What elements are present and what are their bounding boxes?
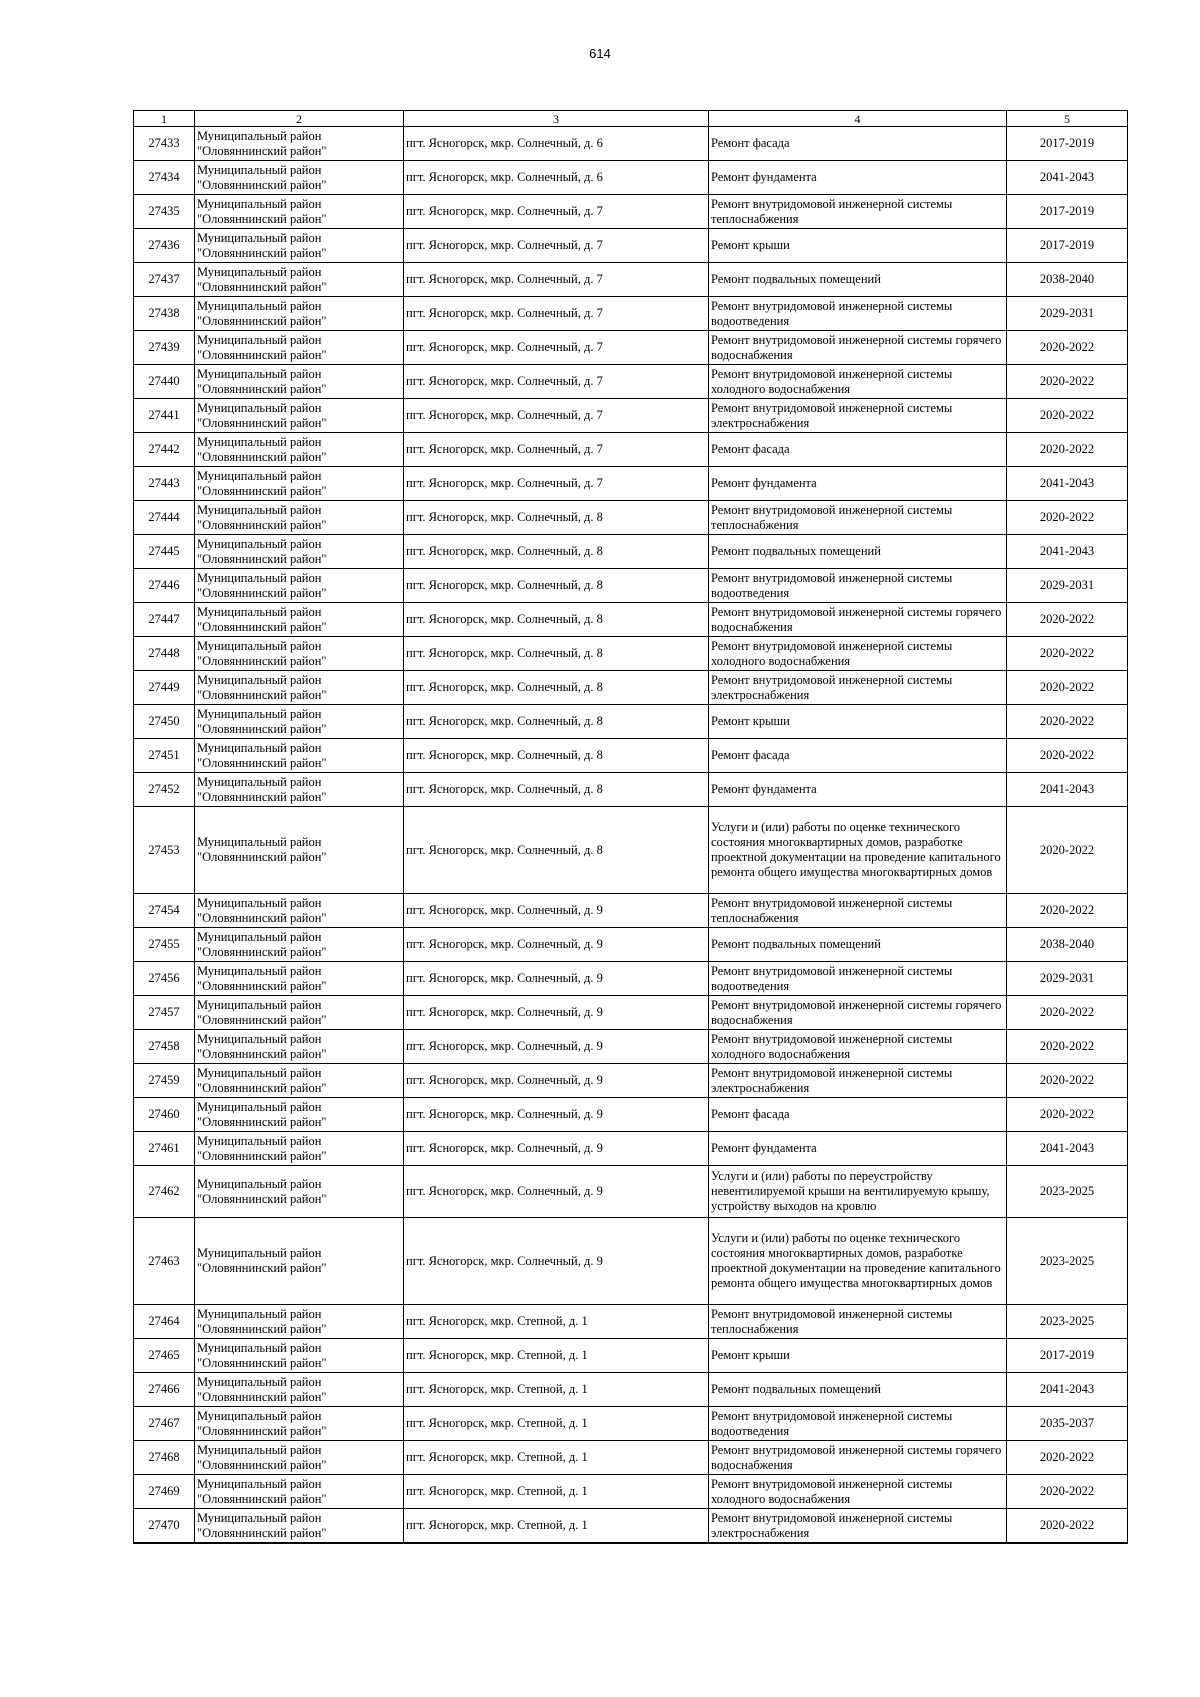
work-type-cell: Ремонт внутридомовой инженерной системы электроснабжения — [709, 1509, 1007, 1544]
period-cell: 2029-2031 — [1007, 297, 1128, 331]
address-cell: пгт. Ясногорск, мкр. Солнечный, д. 7 — [404, 467, 709, 501]
work-type-cell: Ремонт внутридомовой инженерной системы горячего водоснабжения — [709, 603, 1007, 637]
work-type-cell: Услуги и (или) работы по оценке технического состояния многоквартирных домов, разработке проектной документации на проведение капитального ремонта общего имущества многоквартирных домов — [709, 807, 1007, 894]
municipality-cell: Муниципальный район "Оловяннинский район" — [195, 467, 404, 501]
municipality-cell: Муниципальный район "Оловяннинский район" — [195, 399, 404, 433]
row-number-cell: 27458 — [134, 1030, 195, 1064]
period-cell: 2020-2022 — [1007, 637, 1128, 671]
municipality-cell: Муниципальный район "Оловяннинский район" — [195, 962, 404, 996]
address-cell: пгт. Ясногорск, мкр. Солнечный, д. 7 — [404, 365, 709, 399]
row-number-cell: 27464 — [134, 1305, 195, 1339]
address-cell: пгт. Ясногорск, мкр. Солнечный, д. 7 — [404, 229, 709, 263]
address-cell: пгт. Ясногорск, мкр. Солнечный, д. 8 — [404, 773, 709, 807]
period-cell: 2020-2022 — [1007, 501, 1128, 535]
municipality-cell: Муниципальный район "Оловяннинский район" — [195, 1373, 404, 1407]
work-type-cell: Ремонт крыши — [709, 229, 1007, 263]
row-number-cell: 27451 — [134, 739, 195, 773]
period-cell: 2020-2022 — [1007, 1509, 1128, 1544]
table-row — [134, 161, 1128, 195]
municipality-cell: Муниципальный район "Оловяннинский район" — [195, 1098, 404, 1132]
work-type-cell: Ремонт фундамента — [709, 161, 1007, 195]
address-cell: пгт. Ясногорск, мкр. Солнечный, д. 7 — [404, 297, 709, 331]
table-row — [134, 1030, 1128, 1064]
work-type-cell: Ремонт внутридомовой инженерной системы холодного водоснабжения — [709, 1030, 1007, 1064]
work-type-cell: Ремонт фасада — [709, 127, 1007, 161]
table-row — [134, 229, 1128, 263]
address-cell: пгт. Ясногорск, мкр. Степной, д. 1 — [404, 1373, 709, 1407]
row-number-cell: 27436 — [134, 229, 195, 263]
period-cell: 2041-2043 — [1007, 467, 1128, 501]
table-row — [134, 535, 1128, 569]
address-cell: пгт. Ясногорск, мкр. Солнечный, д. 6 — [404, 161, 709, 195]
table-row — [134, 671, 1128, 705]
address-cell: пгт. Ясногорск, мкр. Солнечный, д. 7 — [404, 399, 709, 433]
address-cell: пгт. Ясногорск, мкр. Солнечный, д. 7 — [404, 263, 709, 297]
address-cell: пгт. Ясногорск, мкр. Солнечный, д. 7 — [404, 195, 709, 229]
municipality-cell: Муниципальный район "Оловяннинский район" — [195, 671, 404, 705]
row-number-cell: 27467 — [134, 1407, 195, 1441]
table-row — [134, 1339, 1128, 1373]
address-cell: пгт. Ясногорск, мкр. Солнечный, д. 9 — [404, 1166, 709, 1218]
municipality-cell: Муниципальный район "Оловяннинский район" — [195, 365, 404, 399]
period-cell: 2020-2022 — [1007, 1030, 1128, 1064]
table-body — [134, 127, 1128, 1544]
work-type-cell: Ремонт внутридомовой инженерной системы горячего водоснабжения — [709, 331, 1007, 365]
work-type-cell: Ремонт крыши — [709, 705, 1007, 739]
municipality-cell: Муниципальный район "Оловяннинский район" — [195, 1339, 404, 1373]
work-type-cell: Ремонт внутридомовой инженерной системы холодного водоснабжения — [709, 637, 1007, 671]
row-number-cell: 27459 — [134, 1064, 195, 1098]
period-cell: 2029-2031 — [1007, 962, 1128, 996]
address-cell: пгт. Ясногорск, мкр. Солнечный, д. 8 — [404, 739, 709, 773]
municipality-cell: Муниципальный район "Оловяннинский район" — [195, 637, 404, 671]
table-row — [134, 705, 1128, 739]
municipality-cell: Муниципальный район "Оловяннинский район" — [195, 928, 404, 962]
work-type-cell: Ремонт внутридомовой инженерной системы холодного водоснабжения — [709, 1475, 1007, 1509]
table-row — [134, 1064, 1128, 1098]
municipality-cell: Муниципальный район "Оловяннинский район" — [195, 996, 404, 1030]
address-cell: пгт. Ясногорск, мкр. Солнечный, д. 9 — [404, 894, 709, 928]
table-row — [134, 603, 1128, 637]
period-cell: 2020-2022 — [1007, 996, 1128, 1030]
work-type-cell: Ремонт внутридомовой инженерной системы теплоснабжения — [709, 1305, 1007, 1339]
address-cell: пгт. Ясногорск, мкр. Солнечный, д. 9 — [404, 1030, 709, 1064]
row-number-cell: 27443 — [134, 467, 195, 501]
row-number-cell: 27441 — [134, 399, 195, 433]
column-header: 1 — [134, 111, 195, 127]
row-number-cell: 27442 — [134, 433, 195, 467]
municipality-cell: Муниципальный район "Оловяннинский район" — [195, 1305, 404, 1339]
work-type-cell: Ремонт внутридомовой инженерной системы теплоснабжения — [709, 894, 1007, 928]
address-cell: пгт. Ясногорск, мкр. Солнечный, д. 7 — [404, 331, 709, 365]
municipality-cell: Муниципальный район "Оловяннинский район" — [195, 894, 404, 928]
municipality-cell: Муниципальный район "Оловяннинский район" — [195, 1407, 404, 1441]
period-cell: 2020-2022 — [1007, 739, 1128, 773]
municipality-cell: Муниципальный район "Оловяннинский район" — [195, 603, 404, 637]
address-cell: пгт. Ясногорск, мкр. Солнечный, д. 8 — [404, 671, 709, 705]
address-cell: пгт. Ясногорск, мкр. Солнечный, д. 8 — [404, 603, 709, 637]
work-type-cell: Ремонт внутридомовой инженерной системы горячего водоснабжения — [709, 996, 1007, 1030]
period-cell: 2020-2022 — [1007, 807, 1128, 894]
address-cell: пгт. Ясногорск, мкр. Степной, д. 1 — [404, 1407, 709, 1441]
work-type-cell: Ремонт внутридомовой инженерной системы теплоснабжения — [709, 195, 1007, 229]
work-type-cell: Ремонт крыши — [709, 1339, 1007, 1373]
page-number: 614 — [589, 46, 611, 61]
row-number-cell: 27463 — [134, 1218, 195, 1305]
work-type-cell: Ремонт фасада — [709, 1098, 1007, 1132]
period-cell: 2020-2022 — [1007, 365, 1128, 399]
address-cell: пгт. Ясногорск, мкр. Солнечный, д. 8 — [404, 569, 709, 603]
address-cell: пгт. Ясногорск, мкр. Солнечный, д. 8 — [404, 637, 709, 671]
row-number-cell: 27446 — [134, 569, 195, 603]
work-type-cell: Услуги и (или) работы по переустройству невентилируемой крыши на вентилируемую крышу, устройству выходов на кровлю — [709, 1166, 1007, 1218]
period-cell: 2041-2043 — [1007, 161, 1128, 195]
municipality-cell: Муниципальный район "Оловяннинский район" — [195, 263, 404, 297]
column-header: 4 — [709, 111, 1007, 127]
municipality-cell: Муниципальный район "Оловяннинский район" — [195, 1475, 404, 1509]
municipality-cell: Муниципальный район "Оловяннинский район" — [195, 1509, 404, 1544]
municipality-cell: Муниципальный район "Оловяннинский район" — [195, 127, 404, 161]
period-cell: 2020-2022 — [1007, 1098, 1128, 1132]
row-number-cell: 27460 — [134, 1098, 195, 1132]
municipality-cell: Муниципальный район "Оловяннинский район" — [195, 535, 404, 569]
municipality-cell: Муниципальный район "Оловяннинский район" — [195, 705, 404, 739]
row-number-cell: 27438 — [134, 297, 195, 331]
table-row — [134, 894, 1128, 928]
municipality-cell: Муниципальный район "Оловяннинский район" — [195, 1218, 404, 1305]
table-row — [134, 1509, 1128, 1544]
table-row — [134, 467, 1128, 501]
work-type-cell: Ремонт внутридомовой инженерной системы электроснабжения — [709, 399, 1007, 433]
period-cell: 2038-2040 — [1007, 928, 1128, 962]
municipality-cell: Муниципальный район "Оловяннинский район" — [195, 297, 404, 331]
address-cell: пгт. Ясногорск, мкр. Степной, д. 1 — [404, 1509, 709, 1544]
table-row — [134, 1373, 1128, 1407]
address-cell: пгт. Ясногорск, мкр. Солнечный, д. 8 — [404, 535, 709, 569]
table-row — [134, 1305, 1128, 1339]
table-row — [134, 127, 1128, 161]
row-number-cell: 27453 — [134, 807, 195, 894]
work-type-cell: Ремонт подвальных помещений — [709, 928, 1007, 962]
row-number-cell: 27449 — [134, 671, 195, 705]
table-row — [134, 1407, 1128, 1441]
period-cell: 2020-2022 — [1007, 1064, 1128, 1098]
work-type-cell: Ремонт внутридомовой инженерной системы водоотведения — [709, 1407, 1007, 1441]
address-cell: пгт. Ясногорск, мкр. Солнечный, д. 9 — [404, 1098, 709, 1132]
row-number-cell: 27440 — [134, 365, 195, 399]
municipality-cell: Муниципальный район "Оловяннинский район" — [195, 739, 404, 773]
address-cell: пгт. Ясногорск, мкр. Солнечный, д. 8 — [404, 807, 709, 894]
row-number-cell: 27447 — [134, 603, 195, 637]
municipality-cell: Муниципальный район "Оловяннинский район" — [195, 773, 404, 807]
work-type-cell: Ремонт внутридомовой инженерной системы водоотведения — [709, 962, 1007, 996]
address-cell: пгт. Ясногорск, мкр. Солнечный, д. 9 — [404, 1064, 709, 1098]
row-number-cell: 27456 — [134, 962, 195, 996]
table-row — [134, 773, 1128, 807]
municipality-cell: Муниципальный район "Оловяннинский район" — [195, 229, 404, 263]
address-cell: пгт. Ясногорск, мкр. Солнечный, д. 7 — [404, 433, 709, 467]
period-cell: 2041-2043 — [1007, 1132, 1128, 1166]
column-header: 3 — [404, 111, 709, 127]
work-type-cell: Ремонт фундамента — [709, 1132, 1007, 1166]
work-type-cell: Ремонт подвальных помещений — [709, 535, 1007, 569]
row-number-cell: 27461 — [134, 1132, 195, 1166]
period-cell: 2029-2031 — [1007, 569, 1128, 603]
row-number-cell: 27452 — [134, 773, 195, 807]
row-number-cell: 27465 — [134, 1339, 195, 1373]
address-cell: пгт. Ясногорск, мкр. Степной, д. 1 — [404, 1475, 709, 1509]
period-cell: 2023-2025 — [1007, 1166, 1128, 1218]
work-type-cell: Ремонт фасада — [709, 433, 1007, 467]
row-number-cell: 27457 — [134, 996, 195, 1030]
work-type-cell: Ремонт внутридомовой инженерной системы электроснабжения — [709, 1064, 1007, 1098]
row-number-cell: 27448 — [134, 637, 195, 671]
work-type-cell: Ремонт подвальных помещений — [709, 263, 1007, 297]
period-cell: 2017-2019 — [1007, 195, 1128, 229]
row-number-cell: 27450 — [134, 705, 195, 739]
row-number-cell: 27454 — [134, 894, 195, 928]
table-row — [134, 637, 1128, 671]
column-header: 5 — [1007, 111, 1128, 127]
row-number-cell: 27462 — [134, 1166, 195, 1218]
table-row — [134, 1166, 1128, 1218]
period-cell: 2020-2022 — [1007, 705, 1128, 739]
municipality-cell: Муниципальный район "Оловяннинский район" — [195, 569, 404, 603]
work-type-cell: Ремонт внутридомовой инженерной системы электроснабжения — [709, 671, 1007, 705]
period-cell: 2020-2022 — [1007, 331, 1128, 365]
address-cell: пгт. Ясногорск, мкр. Солнечный, д. 8 — [404, 501, 709, 535]
row-number-cell: 27435 — [134, 195, 195, 229]
column-number-row — [134, 111, 1128, 127]
period-cell: 2038-2040 — [1007, 263, 1128, 297]
table-row — [134, 1132, 1128, 1166]
table-row — [134, 263, 1128, 297]
municipality-cell: Муниципальный район "Оловяннинский район" — [195, 1132, 404, 1166]
municipality-cell: Муниципальный район "Оловяннинский район" — [195, 195, 404, 229]
row-number-cell: 27444 — [134, 501, 195, 535]
table-row — [134, 739, 1128, 773]
municipality-cell: Муниципальный район "Оловяннинский район" — [195, 1166, 404, 1218]
work-type-cell: Ремонт внутридомовой инженерной системы теплоснабжения — [709, 501, 1007, 535]
row-number-cell: 27433 — [134, 127, 195, 161]
period-cell: 2020-2022 — [1007, 894, 1128, 928]
row-number-cell: 27455 — [134, 928, 195, 962]
period-cell: 2041-2043 — [1007, 773, 1128, 807]
period-cell: 2017-2019 — [1007, 1339, 1128, 1373]
period-cell: 2041-2043 — [1007, 1373, 1128, 1407]
period-cell: 2023-2025 — [1007, 1218, 1128, 1305]
table-row — [134, 331, 1128, 365]
municipality-cell: Муниципальный район "Оловяннинский район" — [195, 501, 404, 535]
table-row — [134, 195, 1128, 229]
address-cell: пгт. Ясногорск, мкр. Солнечный, д. 8 — [404, 705, 709, 739]
work-type-cell: Услуги и (или) работы по оценке технического состояния многоквартирных домов, разработке проектной документации на проведение капитального ремонта общего имущества многоквартирных домов — [709, 1218, 1007, 1305]
municipality-cell: Муниципальный район "Оловяннинский район" — [195, 433, 404, 467]
table-row — [134, 297, 1128, 331]
column-header: 2 — [195, 111, 404, 127]
address-cell: пгт. Ясногорск, мкр. Солнечный, д. 9 — [404, 928, 709, 962]
address-cell: пгт. Ясногорск, мкр. Солнечный, д. 9 — [404, 962, 709, 996]
row-number-cell: 27470 — [134, 1509, 195, 1544]
row-number-cell: 27469 — [134, 1475, 195, 1509]
table-row — [134, 1441, 1128, 1475]
row-number-cell: 27439 — [134, 331, 195, 365]
row-number-cell: 27466 — [134, 1373, 195, 1407]
address-cell: пгт. Ясногорск, мкр. Солнечный, д. 9 — [404, 1132, 709, 1166]
municipality-cell: Муниципальный район "Оловяннинский район" — [195, 807, 404, 894]
municipality-cell: Муниципальный район "Оловяннинский район" — [195, 1441, 404, 1475]
work-type-cell: Ремонт внутридомовой инженерной системы водоотведения — [709, 569, 1007, 603]
row-number-cell: 27437 — [134, 263, 195, 297]
address-cell: пгт. Ясногорск, мкр. Степной, д. 1 — [404, 1305, 709, 1339]
address-cell: пгт. Ясногорск, мкр. Степной, д. 1 — [404, 1441, 709, 1475]
work-type-cell: Ремонт фундамента — [709, 467, 1007, 501]
period-cell: 2041-2043 — [1007, 535, 1128, 569]
period-cell: 2035-2037 — [1007, 1407, 1128, 1441]
table-row — [134, 501, 1128, 535]
address-cell: пгт. Ясногорск, мкр. Солнечный, д. 9 — [404, 1218, 709, 1305]
row-number-cell: 27445 — [134, 535, 195, 569]
municipality-cell: Муниципальный район "Оловяннинский район" — [195, 1030, 404, 1064]
work-type-cell: Ремонт фасада — [709, 739, 1007, 773]
address-cell: пгт. Ясногорск, мкр. Степной, д. 1 — [404, 1339, 709, 1373]
period-cell: 2017-2019 — [1007, 229, 1128, 263]
period-cell: 2020-2022 — [1007, 1475, 1128, 1509]
table-row — [134, 1218, 1128, 1305]
table-row — [134, 1475, 1128, 1509]
work-type-cell: Ремонт внутридомовой инженерной системы холодного водоснабжения — [709, 365, 1007, 399]
row-number-cell: 27468 — [134, 1441, 195, 1475]
address-cell: пгт. Ясногорск, мкр. Солнечный, д. 6 — [404, 127, 709, 161]
row-number-cell: 27434 — [134, 161, 195, 195]
period-cell: 2020-2022 — [1007, 671, 1128, 705]
period-cell: 2023-2025 — [1007, 1305, 1128, 1339]
table-row — [134, 433, 1128, 467]
period-cell: 2017-2019 — [1007, 127, 1128, 161]
work-type-cell: Ремонт внутридомовой инженерной системы горячего водоснабжения — [709, 1441, 1007, 1475]
municipality-cell: Муниципальный район "Оловяннинский район" — [195, 161, 404, 195]
table-row — [134, 807, 1128, 894]
period-cell: 2020-2022 — [1007, 603, 1128, 637]
table-row — [134, 996, 1128, 1030]
work-type-cell: Ремонт подвальных помещений — [709, 1373, 1007, 1407]
table-row — [134, 928, 1128, 962]
capital-repair-table — [133, 110, 1128, 1544]
period-cell: 2020-2022 — [1007, 1441, 1128, 1475]
work-type-cell: Ремонт внутридомовой инженерной системы водоотведения — [709, 297, 1007, 331]
table-row — [134, 1098, 1128, 1132]
table-row — [134, 962, 1128, 996]
table-row — [134, 365, 1128, 399]
municipality-cell: Муниципальный район "Оловяннинский район" — [195, 1064, 404, 1098]
table-row — [134, 399, 1128, 433]
municipality-cell: Муниципальный район "Оловяннинский район" — [195, 331, 404, 365]
period-cell: 2020-2022 — [1007, 433, 1128, 467]
address-cell: пгт. Ясногорск, мкр. Солнечный, д. 9 — [404, 996, 709, 1030]
period-cell: 2020-2022 — [1007, 399, 1128, 433]
work-type-cell: Ремонт фундамента — [709, 773, 1007, 807]
table-row — [134, 569, 1128, 603]
